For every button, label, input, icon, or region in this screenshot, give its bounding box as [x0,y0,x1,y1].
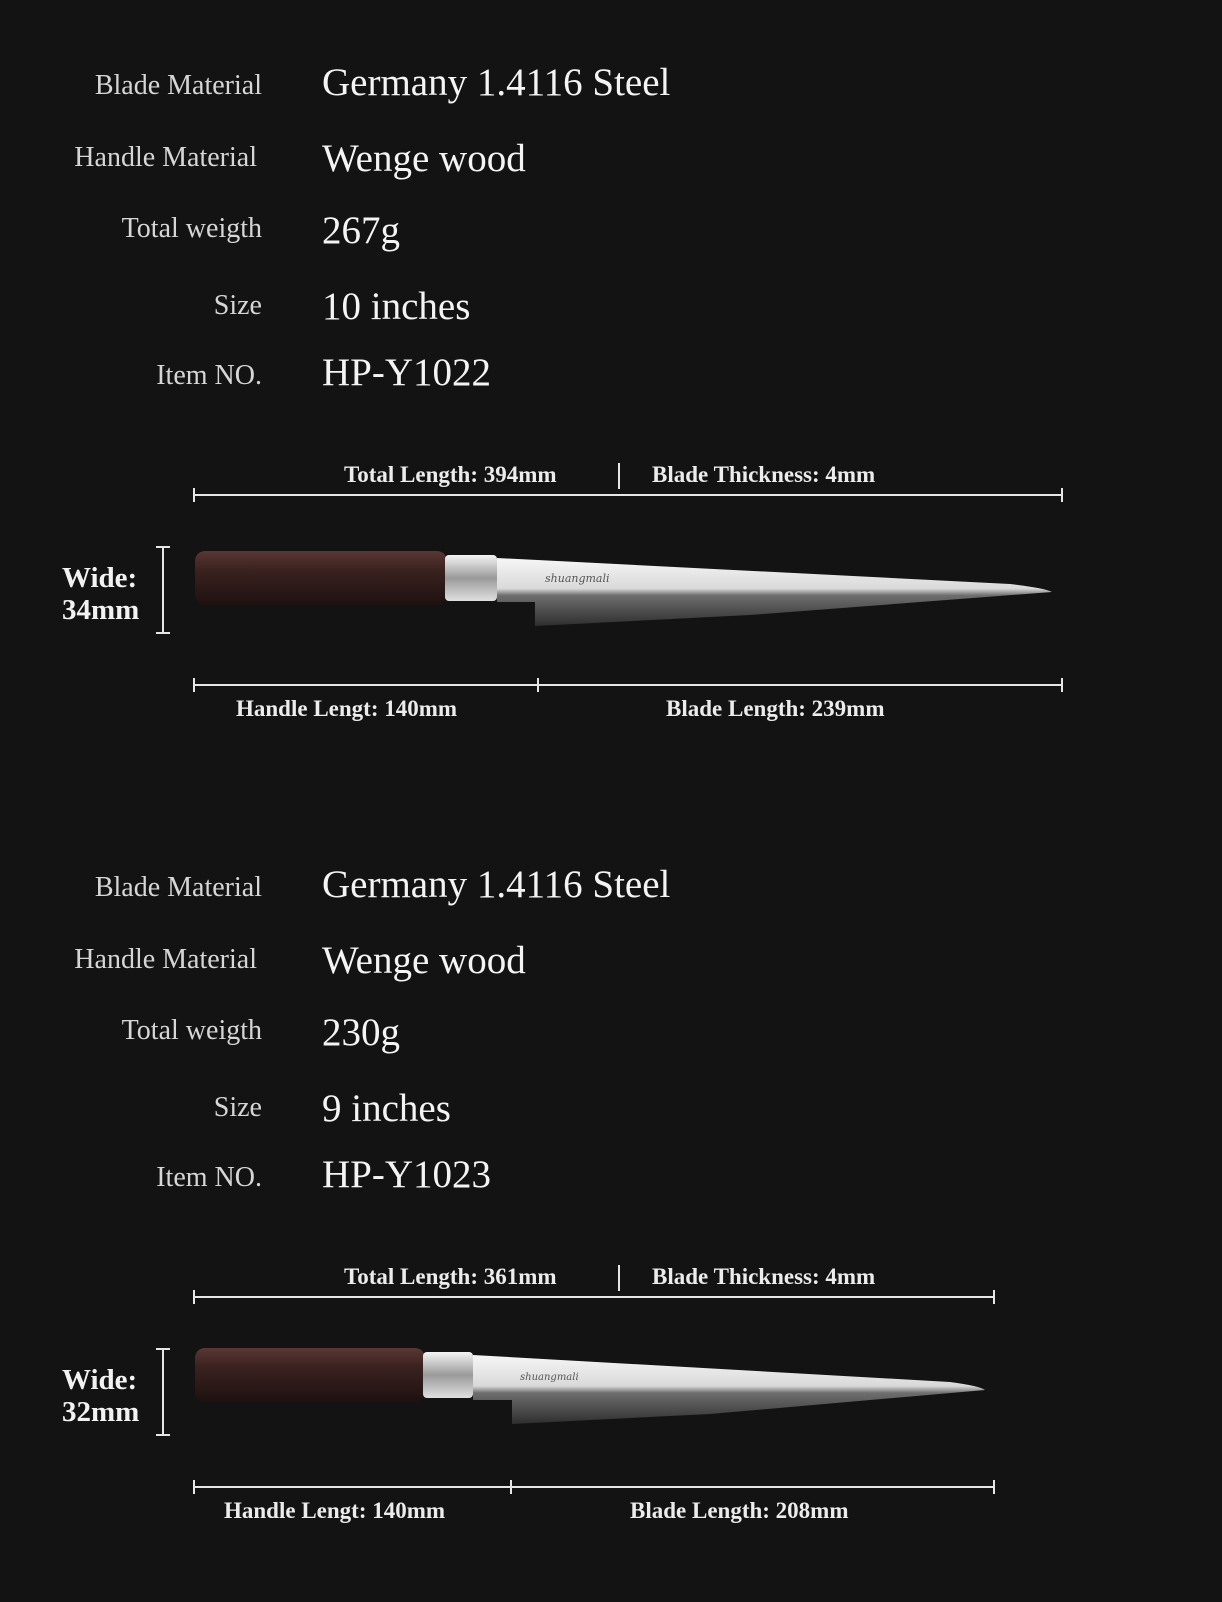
handle-length-label: Handle Lengt: 140mm [236,696,458,721]
bottom-tick-left [193,678,195,692]
spec-value-item-no: HP-Y1023 [322,1153,492,1196]
wide-cap-bottom [156,1434,170,1436]
knife-image [190,1342,1000,1442]
spec-label-size: Size [213,1092,262,1123]
spec-label-handle-material: Handle Material [74,944,257,975]
total-length-label: Total Length: 361mm [344,1264,557,1289]
wide-dimension [62,562,152,626]
knife-blade [497,558,1052,626]
bottom-tick-right [993,1480,995,1494]
total-length-tick-right [993,1290,995,1304]
knife-image [190,540,1070,640]
wide-dimension [62,1364,152,1428]
spec-value-size: 9 inches [322,1087,451,1130]
dimension-separator [618,463,620,489]
spec-label-size: Size [213,290,262,321]
wide-cap-bottom [156,632,170,634]
knife-handle [195,551,447,605]
wide-label: Wide: [62,1364,138,1396]
dimension-separator [618,1265,620,1291]
bottom-tick-middle [537,678,539,692]
bottom-dimension-line [194,684,1062,686]
bottom-tick-right [1061,678,1063,692]
total-length-tick-left [193,488,195,502]
brand-logo: shuangmali [520,1372,579,1383]
brand-logo: shuangmali [545,572,610,585]
spec-value-handle-material: Wenge wood [322,939,526,982]
knife-spec-section-1 [0,0,1222,800]
spec-label-blade-material: Blade Material [94,70,262,101]
blade-length-label: Blade Length: 208mm [630,1498,849,1523]
spec-label-total-weight: Total weigth [121,213,262,244]
blade-thickness-label: Blade Thickness: 4mm [652,1264,876,1289]
knife-bolster [423,1352,473,1398]
spec-value-handle-material: Wenge wood [322,137,526,180]
wide-value: 34mm [62,594,140,626]
knife-bolster [445,555,497,601]
wide-value: 32mm [62,1396,140,1428]
bottom-tick-left [193,1480,195,1494]
blade-thickness-label: Blade Thickness: 4mm [652,462,876,487]
wide-label: Wide: [62,562,138,594]
knife-handle [195,1348,425,1402]
spec-label-item-no: Item NO. [156,360,262,391]
knife-blade [473,1355,985,1424]
total-length-tick-left [193,1290,195,1304]
wide-bar [162,1348,164,1436]
spec-value-item-no: HP-Y1022 [322,351,492,394]
total-length-tick-right [1061,488,1063,502]
spec-label-handle-material: Handle Material [74,142,257,173]
total-length-line [194,1296,994,1298]
spec-label-item-no: Item NO. [156,1162,262,1193]
spec-label-blade-material: Blade Material [94,872,262,903]
bottom-dimension-line [194,1486,994,1488]
blade-length-label: Blade Length: 239mm [666,696,885,721]
handle-length-label: Handle Lengt: 140mm [224,1498,446,1523]
bottom-tick-middle [510,1480,512,1494]
wide-bar [162,546,164,634]
spec-value-blade-material: Germany 1.4116 Steel [322,863,671,906]
spec-value-total-weight: 267g [322,209,400,252]
spec-value-blade-material: Germany 1.4116 Steel [322,61,671,104]
total-length-line [194,494,1062,496]
spec-value-total-weight: 230g [322,1011,400,1054]
spec-label-total-weight: Total weigth [121,1015,262,1046]
spec-value-size: 10 inches [322,285,471,328]
total-length-label: Total Length: 394mm [344,462,557,487]
knife-spec-section-2 [0,802,1222,1602]
